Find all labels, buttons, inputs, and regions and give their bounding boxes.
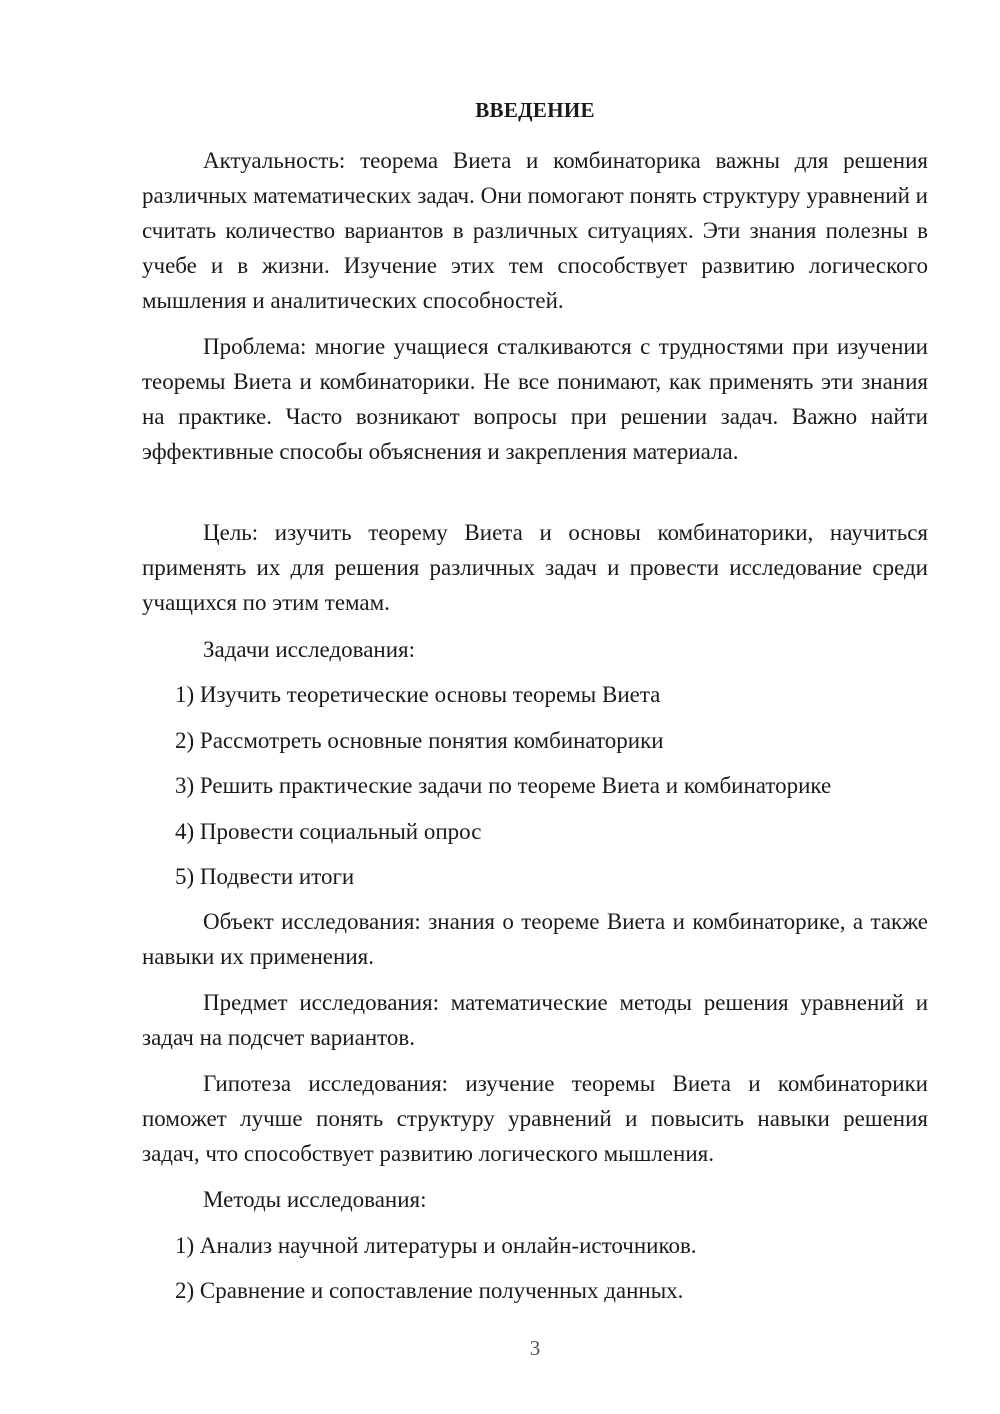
paragraph-hypothesis: Гипотеза исследования: изучение теоремы Виета и комбинаторики поможет лучше понять структуру уравнений и повысить навыки решения задач, что способствует развитию логического мышления. bbox=[142, 1071, 928, 1166]
task-item: 1) Изучить теоретические основы теоремы Виета bbox=[175, 682, 661, 707]
method-item: 1) Анализ научной литературы и онлайн-источников. bbox=[175, 1233, 697, 1258]
page-number: 3 bbox=[529, 1336, 541, 1360]
paragraph-problem: Проблема: многие учащиеся сталкиваются с трудностями при изучении теоремы Виета и комбинаторики. Не все понимают, как применять эти знания на практике. Часто возникают вопросы при решении задач. Важно найти эффективные способы объяснения и закрепления материала. bbox=[142, 334, 928, 464]
paragraph-goal: Цель: изучить теорему Виета и основы комбинаторики, научиться применять их для решения различных задач и провести исследование среди учащихся по этим темам. bbox=[142, 520, 928, 615]
task-item: 2) Рассмотреть основные понятия комбинаторики bbox=[175, 728, 664, 753]
task-item: 4) Провести социальный опрос bbox=[175, 819, 482, 844]
task-item: 3) Решить практические задачи по теореме Виета и комбинаторике bbox=[175, 773, 832, 798]
paragraph-subject: Предмет исследования: математические методы решения уравнений и задач на подсчет вариантов. bbox=[142, 990, 928, 1050]
task-item: 5) Подвести итоги bbox=[175, 864, 355, 889]
methods-heading: Методы исследования: bbox=[203, 1187, 427, 1212]
method-item: 2) Сравнение и сопоставление полученных данных. bbox=[175, 1278, 684, 1303]
paragraph-relevance: Актуальность: теорема Виета и комбинаторика важны для решения различных математических задач. Они помогают понять структуру уравнений и считать количество вариантов в различных ситуациях. Эти знания полезны в учебе и в жизни. Изучение этих тем способствует развитию логического мышления и аналитических способностей. bbox=[142, 148, 928, 313]
section-title: ВВЕДЕНИЕ bbox=[475, 98, 595, 122]
paragraph-object: Объект исследования: знания о теореме Виета и комбинаторике, а также навыки их применения. bbox=[142, 909, 928, 969]
tasks-heading: Задачи исследования: bbox=[203, 637, 416, 662]
